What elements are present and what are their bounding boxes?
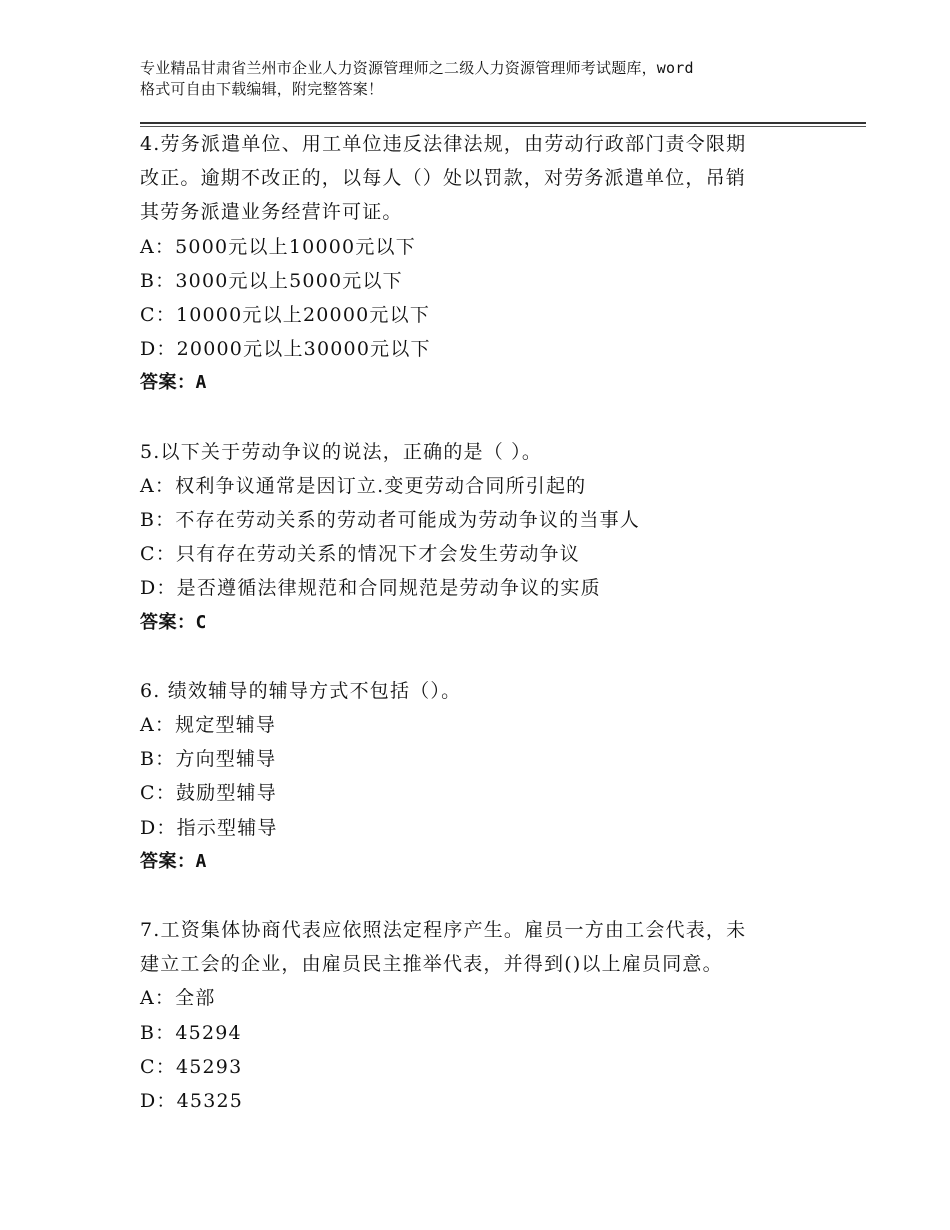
option-a: A：规定型辅导 (140, 714, 277, 737)
option-a: A：5000元以上10000元以下 (140, 235, 416, 258)
document-header (140, 58, 840, 100)
option-b: B：方向型辅导 (140, 748, 277, 771)
option-b: B：45294 (140, 1021, 242, 1044)
answer-line: 答案：A (140, 850, 207, 872)
option-a: A：全部 (140, 987, 216, 1010)
question-7 (140, 913, 820, 1118)
question-list (140, 127, 820, 1152)
option-c: C：只有存在劳动关系的情况下才会发生劳动争议 (140, 543, 580, 566)
option-d: D：指示型辅导 (140, 816, 278, 839)
option-c: C：鼓励型辅导 (140, 782, 277, 805)
header-divider-thick (140, 122, 866, 124)
question-stem-line: 7.工资集体协商代表应依照法定程序产生。雇员一方由工会代表，未 (140, 919, 747, 942)
option-d: D：20000元以上30000元以下 (140, 338, 431, 361)
option-b: B：不存在劳动关系的劳动者可能成为劳动争议的当事人 (140, 509, 640, 532)
question-6 (140, 674, 820, 879)
option-c: C：45293 (140, 1055, 243, 1078)
question-stem-line: 6. 绩效辅导的辅导方式不包括（）。 (140, 679, 462, 702)
option-d: D：是否遵循法律规范和合同规范是劳动争议的实质 (140, 577, 601, 600)
question-5 (140, 435, 820, 640)
option-a: A：权利争议通常是因订立.变更劳动合同所引起的 (140, 474, 587, 497)
question-stem-line: 建立工会的企业，由雇员民主推举代表，并得到()以上雇员同意。 (140, 953, 723, 976)
option-d: D：45325 (140, 1090, 244, 1113)
question-stem-line: 4.劳务派遣单位、用工单位违反法律法规，由劳动行政部门责令限期 (140, 133, 747, 155)
question-4 (140, 127, 820, 401)
option-c: C：10000元以上20000元以下 (140, 304, 431, 327)
header-line-1: 专业精品甘肃省兰州市企业人力资源管理师之二级人力资源管理师考试题库，word (140, 59, 694, 77)
option-b: B：3000元以上5000元以下 (140, 269, 403, 292)
question-stem-line: 其劳务派遣业务经营许可证。 (140, 201, 403, 224)
answer-line: 答案：C (140, 611, 207, 633)
answer-line: 答案：A (140, 372, 207, 394)
question-stem-line: 改正。逾期不改正的，以每人（）处以罚款，对劳务派遣单位，吊销 (140, 167, 747, 190)
question-stem-line: 5.以下关于劳动争议的说法，正确的是（ ）。 (140, 440, 543, 463)
header-line-2: 格式可自由下载编辑，附完整答案！ (140, 80, 384, 98)
